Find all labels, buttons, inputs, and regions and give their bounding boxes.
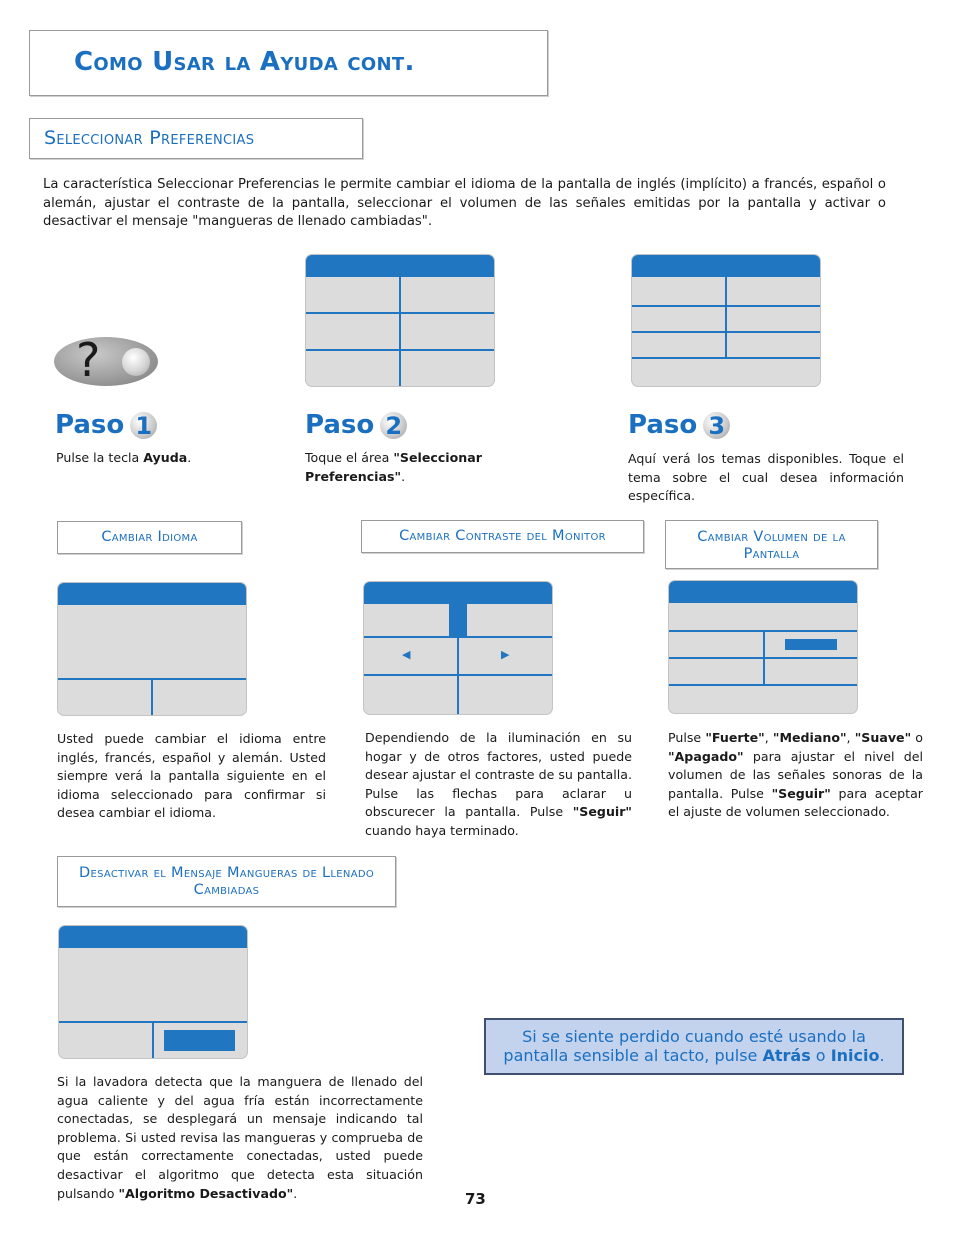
volumen-screen	[668, 580, 858, 714]
step-2-text: Toque el área "Seleccionar Preferencias".	[305, 450, 482, 484]
screen-title-bar	[58, 583, 246, 605]
idioma-text: Usted puede cambiar el idioma entre inglés, francés, español y alemán. Usted siempre verá la pantalla siguiente en el idioma seleccionado para confirmar si desea cambiar el idioma.	[57, 731, 326, 821]
contraste-text: Dependiendo de la iluminación en su hogar y de otros factores, usted puede desear ajustar el contraste de su pantalla. Pulse las flechas para aclarar u obscurecer la pantalla. Pulse "Seguir" cuando haya terminado.	[365, 730, 632, 838]
cambiar-contraste-heading-box	[361, 520, 644, 553]
mangueras-screen	[58, 925, 248, 1059]
page-number: 73	[465, 1190, 486, 1208]
mangueras-text: Si la lavadora detecta que la manguera de llenado del agua caliente y del agua fría están incorrectamente conectadas, se desplegará un mensaje indicando tal problema. Si usted revisa las mangueras y comprueba de que están correctamente conectadas, usted puede desactivar el algoritmo que detecta esta situación pulsando "Algoritmo Desactivado".	[57, 1074, 423, 1201]
help-key-ball-icon	[122, 348, 150, 376]
mangueras-heading: Desactivar el Mensaje Mangueras de Llenado Cambiadas	[78, 865, 375, 898]
section-title-box	[29, 118, 363, 159]
cambiar-volumen-heading-box	[665, 520, 878, 569]
topics-screen	[631, 254, 821, 387]
step-label: Paso	[55, 410, 125, 440]
cambiar-idioma-heading-box	[57, 521, 242, 554]
step-number: 1	[130, 412, 157, 439]
contraste-screen	[363, 581, 553, 715]
screen-divider	[457, 636, 459, 714]
step-1-heading	[55, 410, 157, 440]
volume-selected-indicator	[785, 639, 837, 650]
step-3-heading	[628, 410, 730, 440]
screen-divider	[763, 630, 765, 685]
section-title: Seleccionar Preferencias	[44, 127, 255, 149]
cambiar-contraste-heading: Cambiar Contraste del Monitor	[399, 528, 606, 544]
mangueras-heading-box	[57, 856, 396, 907]
screen-divider	[151, 678, 153, 715]
screen-divider	[152, 1021, 154, 1058]
screen-divider	[399, 277, 401, 386]
screen-title-bar	[632, 255, 820, 277]
screen-title-bar	[364, 582, 552, 604]
screen-divider	[725, 277, 727, 358]
screen-title-bar	[59, 926, 247, 948]
question-mark-icon: ?	[76, 333, 101, 387]
arrow-right-icon: ▶	[501, 648, 510, 661]
cambiar-idioma-heading: Cambiar Idioma	[101, 529, 198, 545]
step-number: 2	[380, 412, 407, 439]
step-label: Paso	[628, 410, 698, 440]
page-title: Como Usar la Ayuda cont.	[74, 47, 415, 77]
arrow-left-icon: ◀	[402, 648, 411, 661]
volumen-text: Pulse "Fuerte", "Mediano", "Suave" o "Apagado" para ajustar el nivel del volumen de las señales sonoras de la pantalla. Pulse "Seguir" para aceptar el ajuste de volumen seleccionado.	[668, 730, 924, 820]
help-key-icon	[54, 333, 158, 387]
step-3-text: Aquí verá los temas disponibles. Toque el tema sobre el cual desea información específica.	[628, 451, 904, 504]
preferences-screen	[305, 254, 495, 387]
page-title-box	[29, 30, 548, 96]
step-2-heading	[305, 410, 407, 440]
contrast-level-indicator	[449, 602, 467, 637]
screen-title-bar	[669, 581, 857, 603]
step-1-text: Pulse la tecla Ayuda.	[56, 450, 192, 465]
tip-text: Si se siente perdido cuando esté usando la pantalla sensible al tacto, pulse Atrás o Inicio.	[503, 1027, 885, 1065]
step-label: Paso	[305, 410, 375, 440]
cambiar-volumen-heading: Cambiar Volumen de la Pantalla	[697, 529, 846, 562]
tip-box	[484, 1018, 904, 1075]
algoritmo-selected-indicator	[164, 1030, 235, 1051]
screen-title-bar	[306, 255, 494, 277]
intro-paragraph: La característica Seleccionar Preferencias le permite cambiar el idioma de la pantalla de inglés (implícito) a francés, español o alemán, ajustar el contraste de la pantalla, seleccionar el volumen de las señales emitidas por la pantalla y activar o desactivar el mensaje "mangueras de llenado cambiadas".	[43, 177, 886, 229]
step-number: 3	[703, 412, 730, 439]
idioma-screen	[57, 582, 247, 716]
